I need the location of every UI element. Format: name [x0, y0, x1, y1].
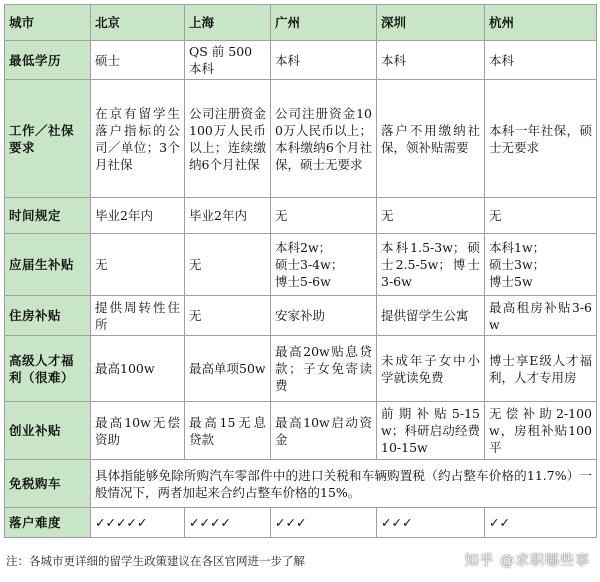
- row-label: 落户难度: [5, 508, 91, 538]
- table-cell: 本科一年社保，硕士无要求: [485, 80, 597, 198]
- difficulty-row: [5, 508, 597, 538]
- header-cell-shenzhen: 深圳: [377, 5, 485, 41]
- table-cell: 提供留学生公寓: [377, 296, 485, 336]
- table-cell: 无: [185, 296, 271, 336]
- table-cell: 最高15无息贷款: [185, 402, 271, 460]
- row-label: 工作／社保要求: [5, 80, 91, 198]
- header-cell-hangzhou: 杭州: [485, 5, 597, 41]
- table-cell: 最高10w无偿资助: [91, 402, 185, 460]
- difficulty-rating: ✓✓✓: [271, 508, 377, 538]
- row-label: 时间规定: [5, 198, 91, 234]
- table-cell: 安家补助: [271, 296, 377, 336]
- table-cell: 落户不用缴纳社保，领补贴需要: [377, 80, 485, 198]
- table-cell: 毕业2年内: [185, 198, 271, 234]
- header-cell-city: 城市: [5, 5, 91, 41]
- watermark: 知乎 @求职哪些事: [464, 553, 590, 569]
- table-cell: 无: [185, 234, 271, 296]
- table-cell: 本科2w； 硕士3-4w； 博士5-6w: [271, 234, 377, 296]
- difficulty-rating: ✓✓✓✓: [185, 508, 271, 538]
- table-cell: 本科: [271, 41, 377, 80]
- table-cell: 最高单项50w: [185, 336, 271, 402]
- table-cell: 无: [485, 198, 597, 234]
- table-row: [5, 198, 597, 234]
- header-cell-shanghai: 上海: [185, 5, 271, 41]
- table-cell: 无: [377, 198, 485, 234]
- footnote: 注：各城市更详细的留学生政策建议在各区官网进一步了解: [6, 554, 305, 568]
- tax-row: [5, 460, 597, 508]
- table-cell: 本科: [485, 41, 597, 80]
- row-label: 住房补贴: [5, 296, 91, 336]
- table-row: [5, 80, 597, 198]
- table-cell: 最高20w贴息贷款；子女免寄读费: [271, 336, 377, 402]
- table-cell: 前期补贴5-15w；科研启动经费10-15w: [377, 402, 485, 460]
- table-cell: 公司注册资金100万人民币以上；连续缴纳6个月社保: [185, 80, 271, 198]
- table-cell: 最高10w启动资金: [271, 402, 377, 460]
- table-cell: 无: [271, 198, 377, 234]
- header-cell-guangzhou: 广州: [271, 5, 377, 41]
- table-row: [5, 336, 597, 402]
- table-row: [5, 402, 597, 460]
- table-cell: 本科1.5-3w；硕士2.5-5w；博士3-6w: [377, 234, 485, 296]
- table-cell: 最高租房补贴3-6w: [485, 296, 597, 336]
- row-label: 应届生补贴: [5, 234, 91, 296]
- difficulty-rating: ✓✓: [485, 508, 597, 538]
- table-cell: QS 前 500 本科: [185, 41, 271, 80]
- table-cell: 博士享E级人才福利，人才专用房: [485, 336, 597, 402]
- table-cell: 提供周转性住所: [91, 296, 185, 336]
- header-row: [5, 5, 597, 41]
- difficulty-rating: ✓✓✓: [377, 508, 485, 538]
- table-cell: 无偿补助2-100w，房租补贴100平: [485, 402, 597, 460]
- row-label: 高级人才福利（很难）: [5, 336, 91, 402]
- table-row: [5, 296, 597, 336]
- table-cell: 未成年子女中小学就读免费: [377, 336, 485, 402]
- tax-exemption-text: 具体指能够免除所购汽车零部件中的进口关税和车辆购置税（约占整车价格的11.7%）一般情况下，两者加起来合约占整车价格的15%。: [91, 460, 597, 508]
- table-cell: 在京有留学生落户指标的公司／单位；3个月社保: [91, 80, 185, 198]
- table-cell: 毕业2年内: [91, 198, 185, 234]
- row-label: 创业补贴: [5, 402, 91, 460]
- table-cell: 硕士: [91, 41, 185, 80]
- table-cell: 最高100w: [91, 336, 185, 402]
- table-cell: 本科: [377, 41, 485, 80]
- table-cell: 本科1w； 硕士3w； 博士5w: [485, 234, 597, 296]
- header-cell-beijing: 北京: [91, 5, 185, 41]
- row-label: 最低学历: [5, 41, 91, 80]
- table-cell: 公司注册资金100万人民币以上；本科缴纳6个月社保，硕士无要求: [271, 80, 377, 198]
- difficulty-rating: ✓✓✓✓✓: [91, 508, 185, 538]
- table-row: [5, 234, 597, 296]
- row-label: 免税购车: [5, 460, 91, 508]
- city-policy-table: [4, 4, 597, 538]
- table-cell: 无: [91, 234, 185, 296]
- table-row: [5, 41, 597, 80]
